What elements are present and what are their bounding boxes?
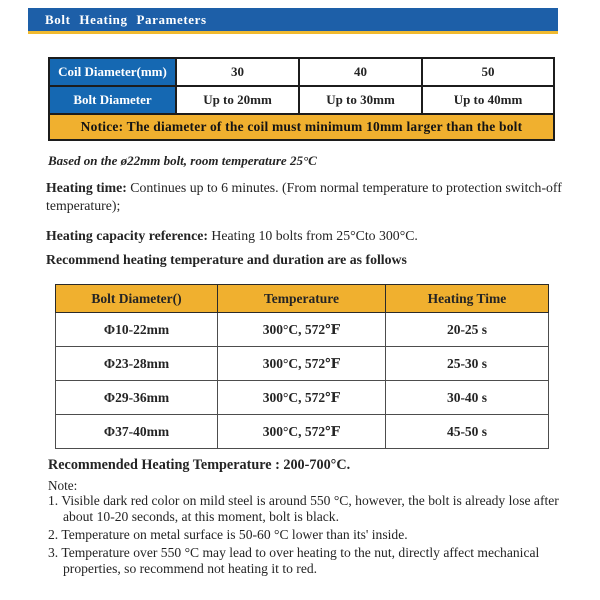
cell-diameter: Φ23-28mm <box>56 347 218 381</box>
heating-time-label: Heating time: <box>46 180 127 195</box>
cell-heating-time: 20-25 s <box>386 313 549 347</box>
heating-capacity-label: Heating capacity reference: <box>46 228 208 243</box>
note-label: Note: <box>48 478 78 493</box>
row-header-bolt-diameter: Bolt Diameter <box>49 86 176 114</box>
cell-diameter: Φ37-40mm <box>56 415 218 449</box>
row-header-coil-diameter: Coil Diameter(mm) <box>49 58 176 86</box>
cell-temperature: 300°C, 572℉ <box>218 313 386 347</box>
cell-heating-time: 30-40 s <box>386 381 549 415</box>
cell-bolt-40: Up to 40mm <box>422 86 554 114</box>
heating-capacity-paragraph <box>46 227 568 245</box>
notes-list <box>48 493 568 579</box>
table-row <box>56 415 549 449</box>
heating-capacity-text: Heating 10 bolts from 25°Cto 300°C. <box>207 228 418 243</box>
based-on-note: Based on the ø22mm bolt, room temperature 25°C <box>48 153 317 168</box>
cell-coil-30: 30 <box>176 58 299 86</box>
cell-bolt-30: Up to 30mm <box>299 86 422 114</box>
table-header-row <box>56 285 549 313</box>
note-item-1: 1. Visible dark red color on mild steel is around 550 °C, however, the bolt is already lose after about 10-20 seconds, at this moment, bolt is black. <box>48 493 559 525</box>
cell-coil-50: 50 <box>422 58 554 86</box>
coil-diameter-table <box>48 57 555 141</box>
cell-coil-40: 40 <box>299 58 422 86</box>
table-row <box>56 381 549 415</box>
recommended-temperature-line: Recommended Heating Temperature : 200-700°C. <box>48 457 351 473</box>
notice-banner: Notice: The diameter of the coil must minimum 10mm larger than the bolt <box>49 114 554 140</box>
column-header-bolt-diameter: Bolt Diameter() <box>56 285 218 313</box>
cell-diameter: Φ10-22mm <box>56 313 218 347</box>
recommend-temperature-table <box>55 284 549 449</box>
heating-time-paragraph <box>46 179 568 215</box>
heating-time-text: Continues up to 6 minutes. (From normal temperature to protection switch-off temperature); <box>46 180 562 214</box>
table-row <box>49 114 554 140</box>
cell-bolt-20: Up to 20mm <box>176 86 299 114</box>
recommend-heading: Recommend heating temperature and duration are as follows <box>46 252 407 267</box>
table-row <box>56 313 549 347</box>
cell-diameter: Φ29-36mm <box>56 381 218 415</box>
table-row <box>49 58 554 86</box>
cell-temperature: 300°C, 572℉ <box>218 415 386 449</box>
section-header-bar <box>28 8 558 34</box>
column-header-heating-time: Heating Time <box>386 285 549 313</box>
note-item-2: 2. Temperature on metal surface is 50-60 °C lower than its' inside. <box>48 527 408 543</box>
cell-heating-time: 25-30 s <box>386 347 549 381</box>
cell-temperature: 300°C, 572℉ <box>218 381 386 415</box>
table-row <box>49 86 554 114</box>
cell-heating-time: 45-50 s <box>386 415 549 449</box>
table-row <box>56 347 549 381</box>
note-item-3: 3. Temperature over 550 °C may lead to over heating to the nut, directly affect mechanical properties, so recommend not heating it to red. <box>48 545 540 577</box>
column-header-temperature: Temperature <box>218 285 386 313</box>
cell-temperature: 300°C, 572℉ <box>218 347 386 381</box>
page-title: Bolt Heating Parameters <box>45 12 207 27</box>
